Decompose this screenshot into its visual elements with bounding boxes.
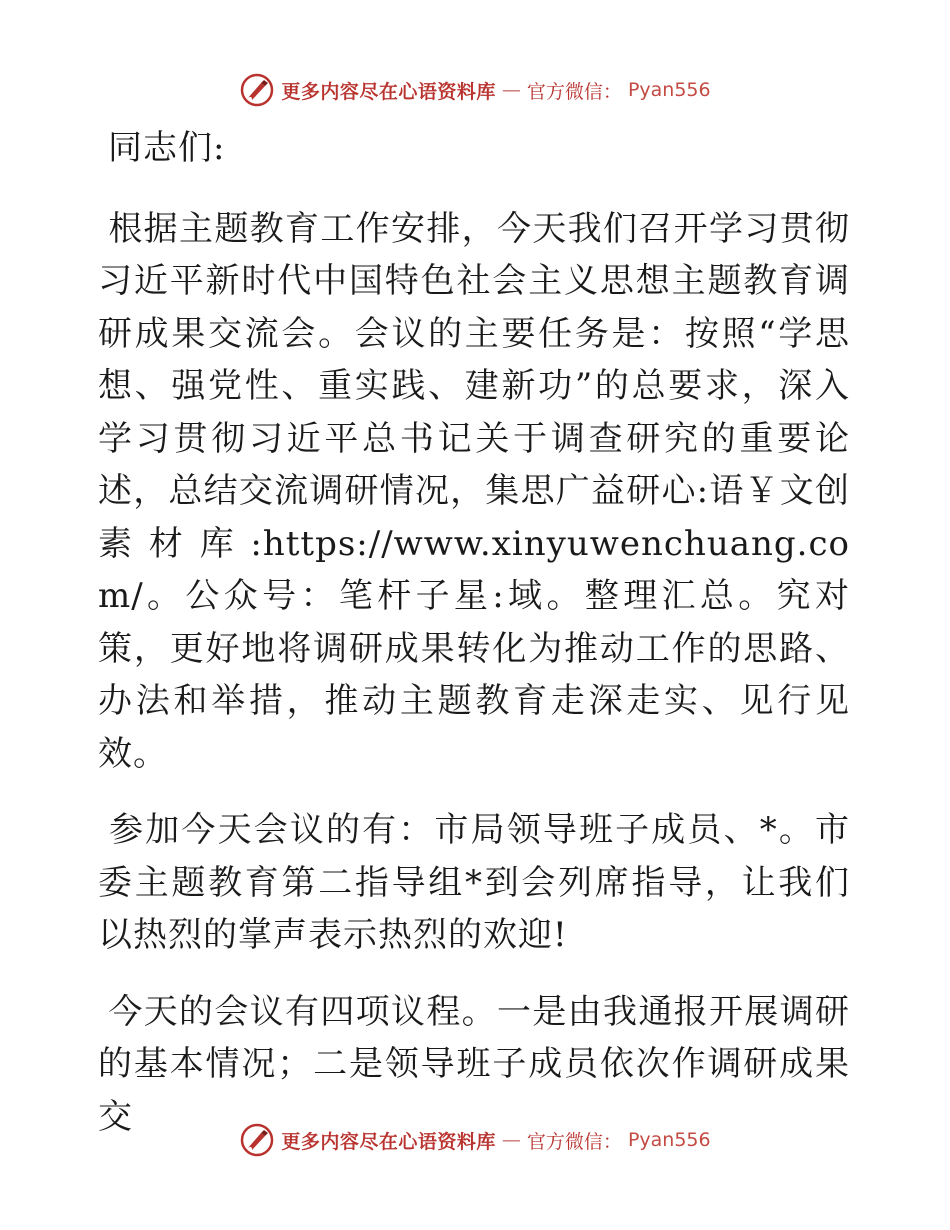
header-banner — [0, 70, 950, 110]
paragraph — [98, 804, 850, 962]
greeting-text: 同志们: — [108, 128, 226, 168]
banner-wechat-label: 官方微信： — [526, 1130, 622, 1153]
banner-wechat-id: Pyan556 — [627, 1129, 711, 1151]
footer-banner — [0, 1120, 950, 1160]
banner-wechat-label: 官方微信： — [526, 80, 622, 103]
paragraph-text: 根据主题教育工作安排，今天我们召开学习贯彻习近平新时代中国特色社会主义思想主题教育调研成果交流会。会议的主要任务是：按照“学思想、强党性、重实践、建新功”的总要求，深入学习贯彻习近平总书记关于调查研究的重要论述，总结交流调研情况，集思广益研心:语￥文创素材库:https://www.xinyuwenchuang.com/。公众号：笔杆子星:域。整理汇总。究对策，更好地将调研成果转化为推动工作的思路、办法和举措，推动主题教育走深走实、见行见效。 — [98, 208, 850, 774]
document-body — [98, 122, 850, 1167]
paragraph-text: 参加今天会议的有：市局领导班子成员、*。市委主题教育第二指导组*到会列席指导，让我们以热烈的掌声表示热烈的欢迎! — [98, 810, 850, 955]
banner-wechat-id: Pyan556 — [627, 79, 711, 101]
greeting — [98, 122, 850, 175]
banner-separator: — — [501, 1129, 521, 1151]
banner-text: 更多内容尽在心语资料库 — [281, 80, 496, 103]
banner-separator: — — [501, 79, 521, 101]
pen-logo-icon — [239, 72, 275, 108]
paragraph-text: 今天的会议有四项议程。一是由我通报开展调研的基本情况；二是领导班子成员依次作调研成果交 — [98, 991, 850, 1137]
banner-text: 更多内容尽在心语资料库 — [281, 1130, 496, 1153]
pen-logo-icon — [239, 1122, 275, 1158]
paragraph — [98, 203, 850, 781]
